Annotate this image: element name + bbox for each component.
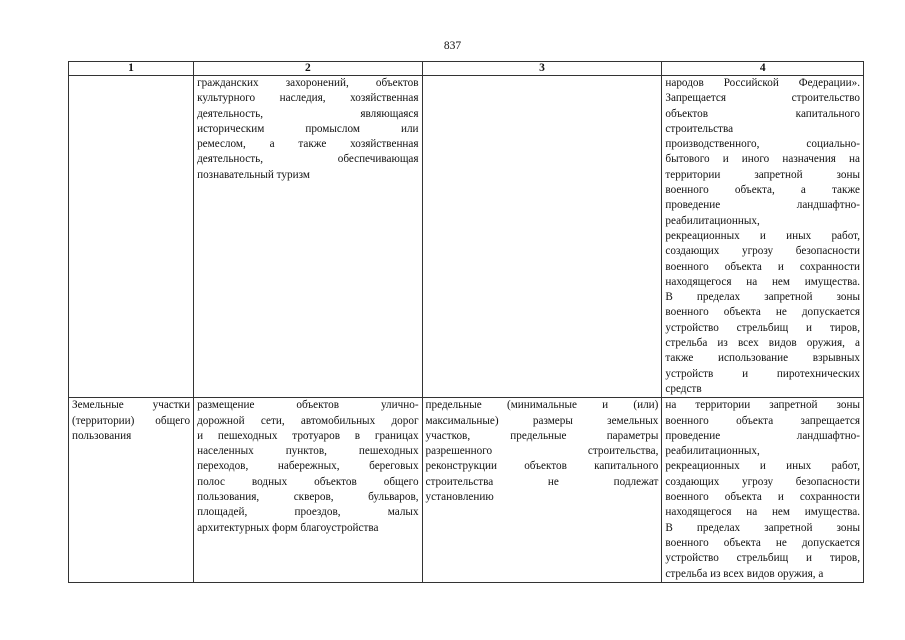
cell-text-line: полос водных объектов общего bbox=[197, 475, 419, 488]
cell-text-line: военного объекта, а также bbox=[665, 184, 860, 197]
cell-text-line: проведение ландшафтно- bbox=[665, 199, 860, 212]
table-row bbox=[69, 76, 864, 398]
cell-text-line: находящегося на нем имущества. bbox=[665, 275, 860, 288]
header-col-2: 2 bbox=[194, 62, 422, 76]
cell-land-type bbox=[69, 398, 194, 583]
cell-text-line: проведение ландшафтно- bbox=[665, 429, 860, 442]
cell-text-line: и пешеходных тротуаров в границах bbox=[197, 429, 419, 442]
cell-text-line: установлению bbox=[425, 491, 494, 504]
cell-restrictions bbox=[662, 76, 864, 398]
cell-text-line: устройств и пиротехнических bbox=[665, 367, 860, 380]
cell-text-line: реабилитационных, bbox=[665, 445, 760, 458]
cell-text-line: стрельба из всех видов оружия, а bbox=[665, 337, 860, 350]
cell-text-line: устройство стрельбищ и тиров, bbox=[665, 321, 860, 334]
cell-text-line: стрельба из всех видов оружия, а bbox=[665, 567, 824, 580]
cell-text-line: реабилитационных, bbox=[665, 214, 760, 227]
cell-text-line: реконструкции объектов капитального bbox=[425, 460, 659, 473]
cell-restrictions bbox=[662, 398, 864, 583]
cell-land-type bbox=[69, 76, 194, 398]
cell-text-line: гражданских захоронений, объектов bbox=[197, 77, 419, 89]
cell-text-line: дорожной сети, автомобильных дорог bbox=[197, 414, 419, 427]
cell-text-line: культурного наследия, хозяйственная bbox=[197, 92, 419, 105]
cell-text-line: создающих угрозу безопасности bbox=[665, 245, 860, 258]
cell-text-line: архитектурных форм благоустройства bbox=[197, 521, 379, 534]
cell-text-line: военного объекта и сохранности bbox=[665, 491, 860, 504]
cell-text-line: разрешенного строительства, bbox=[425, 445, 659, 458]
cell-text-line: устройство стрельбищ и тиров, bbox=[665, 552, 860, 565]
cell-text-line: Запрещается строительство bbox=[665, 92, 860, 105]
page-number: 837 bbox=[443, 40, 462, 52]
cell-text-line: бытового и иного назначения на bbox=[665, 153, 860, 166]
header-col-1: 1 bbox=[69, 62, 194, 76]
cell-parameters bbox=[422, 398, 662, 583]
cell-text-line: переходов, набережных, береговых bbox=[197, 460, 419, 473]
cell-text-line: военного объекта не допускается bbox=[665, 536, 860, 549]
cell-text-line: также использование взрывных bbox=[665, 352, 860, 365]
cell-permitted-use bbox=[194, 398, 422, 583]
cell-text-line: деятельность, обеспечивающая bbox=[197, 153, 419, 166]
cell-text-line: населенных пунктов, пешеходных bbox=[197, 445, 419, 458]
cell-text-line: (территории) общего bbox=[72, 414, 191, 427]
cell-text-line: средств bbox=[665, 382, 702, 395]
cell-text-line: пользования, скверов, бульваров, bbox=[197, 491, 419, 504]
cell-text-line: объектов капитального bbox=[665, 107, 860, 120]
cell-text-line: ремеслом, а также хозяйственная bbox=[197, 138, 419, 151]
cell-text-line: площадей, проездов, малых bbox=[197, 506, 419, 519]
cell-text-line: рекреационных и иных работ, bbox=[665, 460, 860, 473]
cell-text-line: максимальные) размеры земельных bbox=[425, 414, 659, 427]
cell-parameters bbox=[422, 76, 662, 398]
cell-text-line: производственного, социально- bbox=[665, 138, 860, 151]
table-header-row bbox=[69, 62, 864, 76]
table-row bbox=[69, 398, 864, 583]
cell-text-line: деятельность, являющаяся bbox=[197, 107, 419, 120]
cell-text-line: В пределах запретной зоны bbox=[665, 291, 860, 304]
cell-text-line: создающих угрозу безопасности bbox=[665, 475, 860, 488]
cell-text-line: Земельные участки bbox=[72, 399, 191, 412]
cell-text-line: рекреационных и иных работ, bbox=[665, 229, 860, 242]
cell-text-line: участков, предельные параметры bbox=[425, 429, 659, 442]
header-col-3: 3 bbox=[422, 62, 662, 76]
cell-text-line: строительства не подлежат bbox=[425, 475, 659, 488]
cell-text-line: территории запретной зоны bbox=[665, 168, 860, 181]
cell-text-line: строительства bbox=[665, 122, 734, 135]
cell-text-line: военного объекта запрещается bbox=[665, 414, 860, 427]
cell-text-line: размещение объектов улично- bbox=[197, 399, 419, 412]
document-table bbox=[68, 61, 864, 583]
cell-text-line: военного объекта не допускается bbox=[665, 306, 860, 319]
cell-text-line: военного объекта и сохранности bbox=[665, 260, 860, 273]
cell-text-line: предельные (минимальные и (или) bbox=[425, 399, 659, 412]
cell-text-line: историческим промыслом или bbox=[197, 122, 419, 135]
cell-text-line: народов Российской Федерации». bbox=[665, 77, 860, 89]
cell-text-line: пользования bbox=[72, 429, 132, 442]
cell-text-line: на территории запретной зоны bbox=[665, 399, 860, 412]
cell-permitted-use bbox=[194, 76, 422, 398]
cell-text-line: познавательный туризм bbox=[197, 168, 310, 181]
header-col-4: 4 bbox=[662, 62, 864, 76]
cell-text-line: В пределах запретной зоны bbox=[665, 521, 860, 534]
cell-text-line: находящегося на нем имущества. bbox=[665, 506, 860, 519]
